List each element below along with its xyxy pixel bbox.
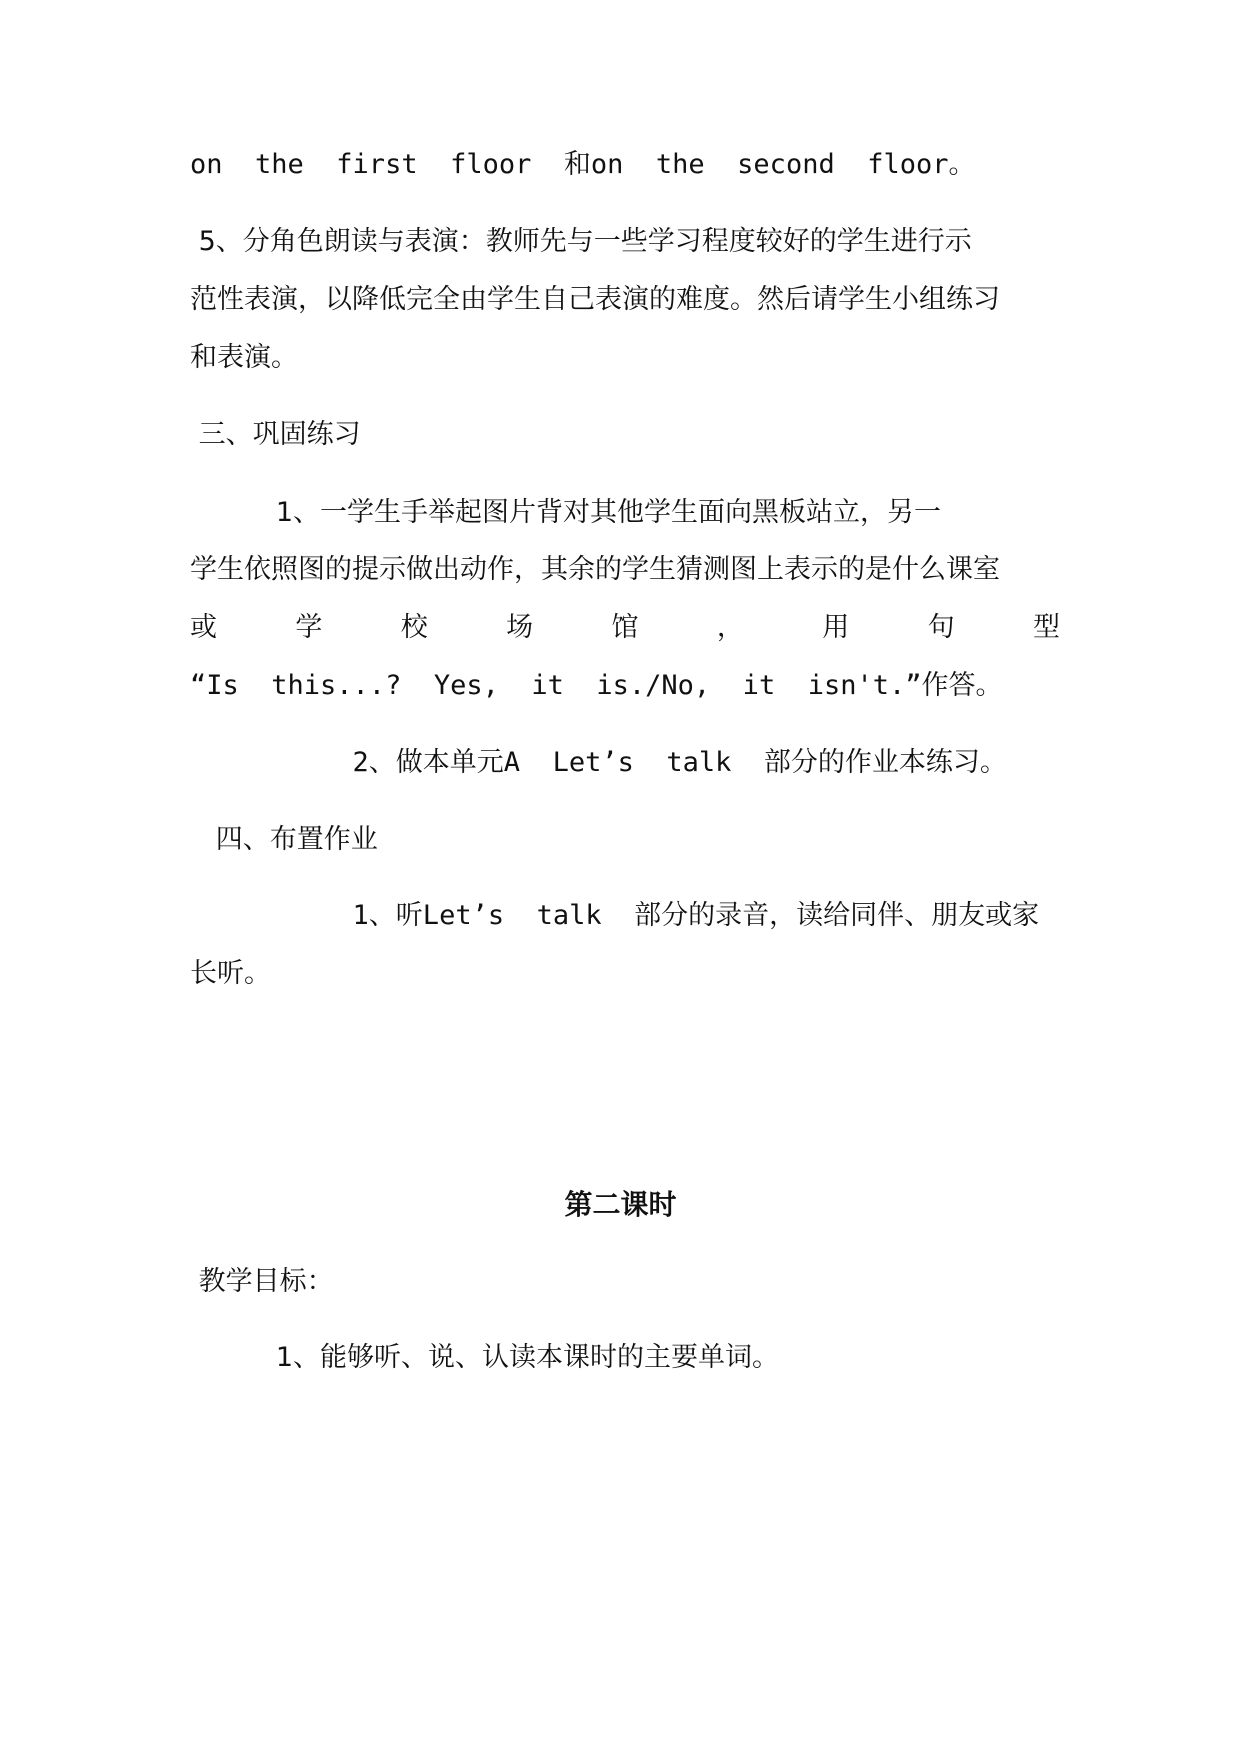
section-heading: 教学目标：: [190, 1266, 334, 1297]
paragraph-line: 5、分角色朗读与表演：教师先与一些学习程度较好的学生进行示: [190, 226, 972, 257]
justified-char: 场: [506, 612, 534, 643]
justified-line: [190, 608, 1060, 648]
lesson-title: 第二课时: [564, 1188, 677, 1221]
paragraph-line: 1、听Let’s talk 部分的录音，读给同伴、朋友或家: [190, 900, 1040, 931]
paragraph-line: 范性表演，以降低完全由学生自己表演的难度。然后请学生小组练习: [190, 284, 1000, 315]
paragraph-line: 1、一学生手举起图片背对其他学生面向黑板站立，另一: [190, 497, 942, 528]
paragraph-line: “Is this...? Yes, it is./No, it isn't.”作答。: [190, 670, 1003, 701]
section-heading: 四、布置作业: [190, 824, 378, 855]
justified-char: ，: [716, 612, 744, 643]
justified-char: 馆: [611, 612, 639, 643]
justified-char: 或: [190, 612, 217, 643]
justified-char: 学: [295, 612, 323, 643]
paragraph-line: 1、能够听、说、认读本课时的主要单词。: [190, 1342, 780, 1373]
justified-char: 用: [822, 612, 850, 643]
paragraph-line: on the first floor 和on the second floor。: [190, 149, 976, 180]
paragraph-line: 和表演。: [190, 342, 298, 373]
section-heading: 三、巩固练习: [190, 419, 361, 450]
paragraph-line: 学生依照图的提示做出动作，其余的学生猜测图上表示的是什么课室: [190, 554, 1000, 585]
justified-char: 校: [400, 612, 428, 643]
paragraph-line: 2、做本单元A Let’s talk 部分的作业本练习。: [190, 747, 1007, 778]
paragraph-line: 长听。: [190, 958, 271, 989]
justified-char: 句: [927, 612, 955, 643]
justified-char: 型: [1033, 612, 1060, 643]
